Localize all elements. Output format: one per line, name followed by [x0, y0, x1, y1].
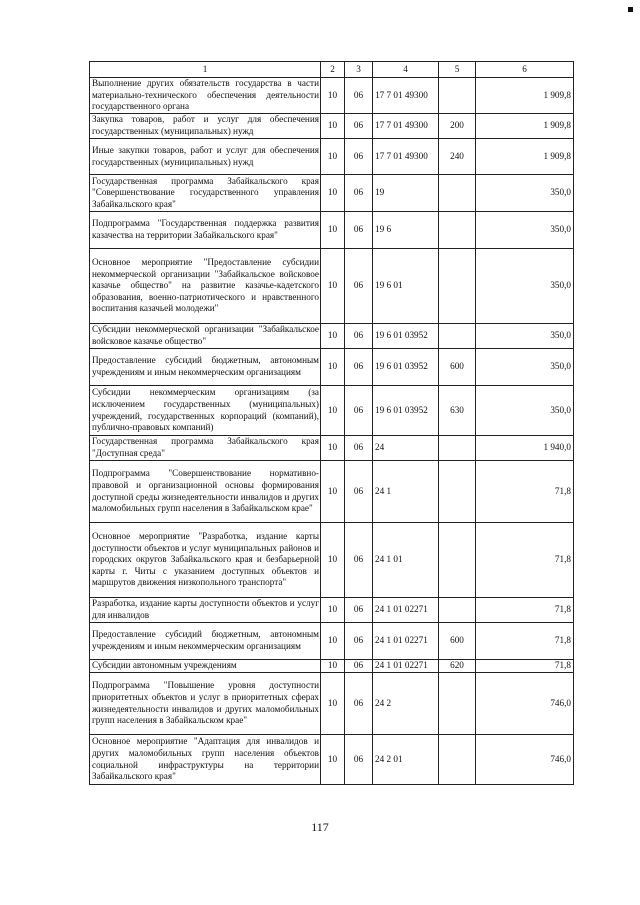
row-target-article: 19 6 01: [373, 249, 439, 324]
row-expense-type: [439, 324, 476, 349]
row-section: 10: [321, 249, 345, 324]
row-expense-type: [439, 175, 476, 212]
row-amount: 350,0: [476, 175, 574, 212]
row-expense-type: [439, 598, 476, 623]
row-expense-type: [439, 735, 476, 785]
row-expense-type: [439, 212, 476, 249]
row-target-article: 24 1 01 02271: [373, 598, 439, 623]
row-section: 10: [321, 436, 345, 461]
col-header-sum: 6: [476, 62, 574, 78]
row-amount: 1 909,8: [476, 139, 574, 175]
header-row: [90, 62, 574, 78]
row-name: Подпрограмма "Совершенствование нормативно-правовой и организационной основы формирования доступной среды жизнедеятельности инвалидов и других маломобильных групп населения в Забайкальском крае": [90, 461, 321, 523]
table-row: [90, 735, 574, 785]
row-subsection: 06: [345, 461, 373, 523]
row-name: Субсидии автономным учреждениям: [90, 660, 321, 673]
row-name: Иные закупки товаров, работ и услуг для обеспечения государственных (муниципальных) нужд: [90, 139, 321, 175]
row-name: Основное мероприятие "Адаптация для инвалидов и других маломобильных групп населения объектов социальной инфраструктуры на территории Забайкальского края": [90, 735, 321, 785]
col-header-csr: 4: [373, 62, 439, 78]
row-amount: 71,8: [476, 523, 574, 598]
row-amount: 350,0: [476, 349, 574, 386]
table-row: [90, 212, 574, 249]
row-subsection: 06: [345, 175, 373, 212]
row-name: Субсидии некоммерческой организации "Забайкальское войсковое казачье общество": [90, 324, 321, 349]
row-subsection: 06: [345, 623, 373, 660]
row-subsection: 06: [345, 78, 373, 114]
row-amount: 1 909,8: [476, 78, 574, 114]
row-target-article: 24 1 01: [373, 523, 439, 598]
row-section: 10: [321, 623, 345, 660]
table-row: [90, 623, 574, 660]
row-expense-type: [439, 461, 476, 523]
row-subsection: 06: [345, 436, 373, 461]
row-subsection: 06: [345, 735, 373, 785]
row-subsection: 06: [345, 139, 373, 175]
row-subsection: 06: [345, 598, 373, 623]
row-expense-type: [439, 673, 476, 735]
row-amount: 71,8: [476, 461, 574, 523]
row-section: 10: [321, 660, 345, 673]
table-row: [90, 324, 574, 349]
row-subsection: 06: [345, 114, 373, 139]
row-amount: 1 909,8: [476, 114, 574, 139]
page-number: 117: [311, 820, 329, 834]
row-name: Подпрограмма "Государственная поддержка развития казачества на территории Забайкальского края": [90, 212, 321, 249]
row-target-article: 19 6: [373, 212, 439, 249]
row-section: 10: [321, 139, 345, 175]
row-expense-type: 620: [439, 660, 476, 673]
row-target-article: 24: [373, 436, 439, 461]
row-expense-type: [439, 523, 476, 598]
table-row: [90, 139, 574, 175]
row-section: 10: [321, 212, 345, 249]
table-row: [90, 114, 574, 139]
row-amount: 71,8: [476, 660, 574, 673]
row-amount: 71,8: [476, 598, 574, 623]
row-section: 10: [321, 78, 345, 114]
col-header-pr: 3: [345, 62, 373, 78]
row-name: Государственная программа Забайкальского края "Совершенствование государственного управления Забайкальского края": [90, 175, 321, 212]
table-row: [90, 175, 574, 212]
row-target-article: 17 7 01 49300: [373, 114, 439, 139]
row-subsection: 06: [345, 386, 373, 436]
row-amount: 350,0: [476, 324, 574, 349]
corner-mark: [628, 7, 633, 12]
row-expense-type: [439, 436, 476, 461]
row-amount: 746,0: [476, 735, 574, 785]
row-amount: 350,0: [476, 212, 574, 249]
table-row: [90, 461, 574, 523]
row-amount: 1 940,0: [476, 436, 574, 461]
row-section: 10: [321, 175, 345, 212]
row-name: Закупка товаров, работ и услуг для обеспечения государственных (муниципальных) нужд: [90, 114, 321, 139]
row-name: Выполнение других обязательств государства в части материально-технического обеспечения деятельности государственного органа: [90, 78, 321, 114]
budget-table: [89, 61, 574, 785]
row-subsection: 06: [345, 673, 373, 735]
row-section: 10: [321, 523, 345, 598]
row-amount: 350,0: [476, 249, 574, 324]
col-header-vr: 5: [439, 62, 476, 78]
table-row: [90, 436, 574, 461]
table-row: [90, 673, 574, 735]
row-section: 10: [321, 386, 345, 436]
row-target-article: 24 1: [373, 461, 439, 523]
row-target-article: 17 7 01 49300: [373, 78, 439, 114]
row-name: Государственная программа Забайкальского края "Доступная среда": [90, 436, 321, 461]
row-section: 10: [321, 735, 345, 785]
table-row: [90, 386, 574, 436]
row-name: Основное мероприятие "Предоставление субсидии некоммерческой организации "Забайкальское войсковое казачье общество" на развитие казачье-кадетского образования, военно-патриотического и нравственного воспитания казачьей молодежи": [90, 249, 321, 324]
row-name: Субсидии некоммерческим организациям (за исключением государственных (муниципальных) учреждений, государственных корпораций (компаний), публично-правовых компаний): [90, 386, 321, 436]
row-expense-type: 600: [439, 623, 476, 660]
row-amount: 350,0: [476, 386, 574, 436]
row-name: Предоставление субсидий бюджетным, автономным учреждениям и иным некоммерческим организациям: [90, 623, 321, 660]
row-subsection: 06: [345, 523, 373, 598]
row-amount: 71,8: [476, 623, 574, 660]
row-section: 10: [321, 324, 345, 349]
row-subsection: 06: [345, 249, 373, 324]
table-row: [90, 349, 574, 386]
table-row: [90, 523, 574, 598]
row-name: Подпрограмма "Повышение уровня доступности приоритетных объектов и услуг в приоритетных сферах жизнедеятельности инвалидов и других маломобильных групп населения в Забайкальском крае": [90, 673, 321, 735]
row-target-article: 19: [373, 175, 439, 212]
table-row: [90, 598, 574, 623]
row-expense-type: [439, 249, 476, 324]
row-subsection: 06: [345, 349, 373, 386]
row-name: Основное мероприятие "Разработка, издание карты доступности объектов и услуг муниципальных районов и городских округов Забайкальского края и безбарьерной карты г. Читы с указанием доступных объектов и маршрутов движения низкопольного транспорта": [90, 523, 321, 598]
table-row: [90, 249, 574, 324]
row-target-article: 19 6 01 03952: [373, 349, 439, 386]
row-section: 10: [321, 673, 345, 735]
row-section: 10: [321, 461, 345, 523]
row-name: Разработка, издание карты доступности объектов и услуг для инвалидов: [90, 598, 321, 623]
col-header-rz: 2: [321, 62, 345, 78]
row-section: 10: [321, 114, 345, 139]
row-target-article: 24 2: [373, 673, 439, 735]
row-section: 10: [321, 349, 345, 386]
row-name: Предоставление субсидий бюджетным, автономным учреждениям и иным некоммерческим организациям: [90, 349, 321, 386]
row-expense-type: 240: [439, 139, 476, 175]
row-subsection: 06: [345, 324, 373, 349]
row-expense-type: [439, 78, 476, 114]
row-section: 10: [321, 598, 345, 623]
row-subsection: 06: [345, 660, 373, 673]
table-row: [90, 78, 574, 114]
row-target-article: 17 7 01 49300: [373, 139, 439, 175]
row-target-article: 24 1 01 02271: [373, 660, 439, 673]
row-target-article: 19 6 01 03952: [373, 324, 439, 349]
row-target-article: 24 2 01: [373, 735, 439, 785]
col-header-name: 1: [90, 62, 321, 78]
row-target-article: 24 1 01 02271: [373, 623, 439, 660]
row-expense-type: 630: [439, 386, 476, 436]
row-expense-type: 600: [439, 349, 476, 386]
row-amount: 746,0: [476, 673, 574, 735]
row-target-article: 19 6 01 03952: [373, 386, 439, 436]
row-expense-type: 200: [439, 114, 476, 139]
table-row: [90, 660, 574, 673]
row-subsection: 06: [345, 212, 373, 249]
